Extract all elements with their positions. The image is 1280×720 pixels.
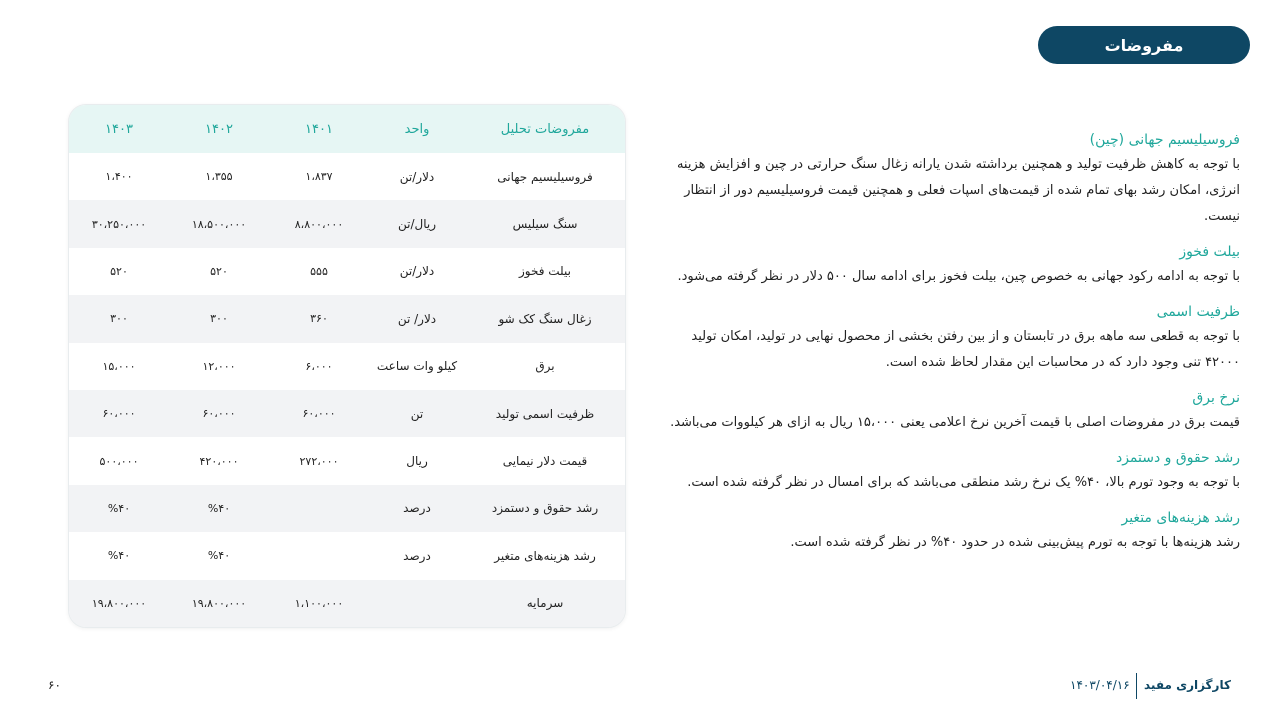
cell-1403: ۵۰۰،۰۰۰ — [99, 454, 139, 468]
table-row — [69, 200, 625, 247]
cell-unit: دلار/تن — [399, 169, 435, 184]
header-1401: ۱۴۰۱ — [305, 121, 333, 137]
cell-1401: ۳۶۰ — [310, 312, 328, 326]
page-title: مفروضات — [1038, 26, 1250, 64]
cell-1402: ۱۸،۵۰۰،۰۰۰ — [191, 217, 247, 231]
cell-1401: ۶،۰۰۰ — [305, 359, 333, 373]
cell-1403: ۱۹،۸۰۰،۰۰۰ — [91, 596, 147, 610]
cell-1401 — [269, 532, 369, 579]
cell-assumption: رشد حقوق و دستمزد — [491, 501, 599, 516]
cell-1403: ۱۵،۰۰۰ — [102, 359, 136, 373]
cell-unit: تن — [410, 406, 424, 421]
cell-1402: %۴۰ — [207, 501, 231, 515]
cell-1403: ۳۰۰ — [110, 312, 128, 326]
cell-unit: ریال — [406, 454, 428, 469]
header-1403: ۱۴۰۳ — [105, 121, 133, 137]
assumptions-table-card — [68, 104, 626, 628]
cell-unit: ریال/تن — [397, 217, 437, 232]
assumptions-text-panel — [668, 128, 1240, 556]
cell-1402: ۱،۳۵۵ — [205, 170, 233, 184]
cell-assumption: ظرفیت اسمی تولید — [495, 406, 595, 421]
section-title-ferrosilicon: فروسیلیسیم جهانی (چین) — [1089, 132, 1240, 148]
cell-assumption: فروسیلیسیم جهانی — [497, 169, 593, 184]
cell-1403: %۴۰ — [107, 549, 131, 563]
cell-assumption: برق — [535, 359, 555, 374]
cell-unit: درصد — [403, 501, 431, 516]
cell-1402: %۴۰ — [207, 549, 231, 563]
cell-1401 — [269, 485, 369, 532]
cell-1402: ۳۰۰ — [210, 312, 228, 326]
cell-1402: ۴۲۰،۰۰۰ — [199, 454, 239, 468]
section-body-variable-costs: رشد هزینه‌ها با توجه به تورم پیش‌بینی شده در حدود ۴۰% در نظر گرفته شده است. — [790, 535, 1240, 550]
header-1402: ۱۴۰۲ — [205, 121, 233, 137]
cell-assumption: سرمایه — [526, 596, 564, 611]
cell-unit: دلار/تن — [399, 264, 435, 279]
cell-1401: ۸،۸۰۰،۰۰۰ — [294, 217, 344, 231]
section-title-billet: بیلت فخوز — [1179, 244, 1240, 260]
cell-1403: ۵۲۰ — [110, 264, 128, 278]
table-row — [69, 580, 625, 627]
cell-1402: ۶۰،۰۰۰ — [202, 407, 236, 421]
cell-1403: ۳۰،۲۵۰،۰۰۰ — [91, 217, 147, 231]
cell-1401: ۱،۸۳۷ — [305, 170, 333, 184]
cell-unit: درصد — [403, 548, 431, 563]
table-row — [69, 532, 625, 579]
section-title-wages: رشد حقوق و دستمزد — [1115, 450, 1240, 466]
section-body-electricity: قیمت برق در مفروضات اصلی با قیمت آخرین نرخ اعلامی یعنی ۱۵،۰۰۰ ریال به ازای هر کیلووات می‌باشد. — [670, 415, 1240, 430]
header-unit: واحد — [404, 121, 430, 137]
section-title-variable-costs: رشد هزینه‌های متغیر — [1121, 510, 1240, 526]
cell-assumption: بیلت فخوز — [518, 264, 571, 279]
footer-date: ۱۴۰۳/۰۴/۱۶ — [1070, 678, 1130, 692]
cell-1401: ۶۰،۰۰۰ — [302, 407, 336, 421]
table-header-row — [69, 105, 625, 153]
table-row — [69, 437, 625, 484]
table-row — [69, 295, 625, 342]
cell-1402: ۱۲،۰۰۰ — [202, 359, 236, 373]
cell-1403: %۴۰ — [107, 501, 131, 515]
section-body-ferrosilicon: با توجه به کاهش ظرفیت تولید و همچنین برداشته شدن یارانه زغال سنگ حرارتی در چین و افزایش هزینه انرژی، امکان رشد بهای تمام شده از قیمت‌های اسپات فعلی و همچنین قیمت فروسیلیسیم دور از انتظار نیست. — [676, 157, 1240, 224]
cell-assumption: رشد هزینه‌های متغیر — [494, 548, 596, 563]
cell-unit: کیلو وات ساعت — [376, 359, 458, 374]
assumptions-table — [69, 105, 625, 627]
section-body-capacity: با توجه به قطعی سه ماهه برق در تابستان و از بین رفتن بخشی از محصول نهایی در تولید، امکان تولید ۴۲۰۰۰ تنی وجود دارد که در محاسبات این مقدار لحاظ شده است. — [691, 329, 1240, 370]
cell-unit: دلار/ تن — [397, 311, 437, 326]
cell-1403: ۶۰،۰۰۰ — [102, 407, 136, 421]
cell-assumption: زغال سنگ کک شو — [498, 311, 592, 326]
section-title-capacity: ظرفیت اسمی — [1156, 304, 1240, 320]
section-body-billet: با توجه به ادامه رکود جهانی به خصوص چین، بیلت فخوز برای ادامه سال ۵۰۰ دلار در نظر گرفته می‌شود. — [677, 269, 1240, 284]
section-body-wages: با توجه به وجود تورم بالا، ۴۰% یک نرخ رشد منطقی می‌باشد که برای امسال در نظر گرفته شده است. — [687, 475, 1240, 490]
header-assumption: مفروضات تحلیل — [500, 121, 590, 137]
cell-assumption: قیمت دلار نیمایی — [502, 454, 588, 469]
table-row — [69, 343, 625, 390]
cell-1402: ۵۲۰ — [210, 264, 228, 278]
table-row — [69, 153, 625, 200]
cell-1401: ۱،۱۰۰،۰۰۰ — [294, 596, 344, 610]
cell-1401: ۲۷۲،۰۰۰ — [299, 454, 339, 468]
table-row — [69, 248, 625, 295]
page-number: ۶۰ — [48, 678, 61, 692]
table-row — [69, 390, 625, 437]
cell-1401: ۵۵۵ — [310, 264, 328, 278]
cell-assumption: سنگ سیلیس — [512, 217, 578, 232]
cell-1403: ۱،۴۰۰ — [105, 170, 133, 184]
cell-unit — [369, 580, 465, 627]
footer-divider — [1136, 673, 1137, 699]
table-row — [69, 485, 625, 532]
section-title-electricity: نرخ برق — [1192, 390, 1240, 406]
footer-brand: کارگزاری مفید — [1144, 678, 1231, 692]
cell-1402: ۱۹،۸۰۰،۰۰۰ — [191, 596, 247, 610]
